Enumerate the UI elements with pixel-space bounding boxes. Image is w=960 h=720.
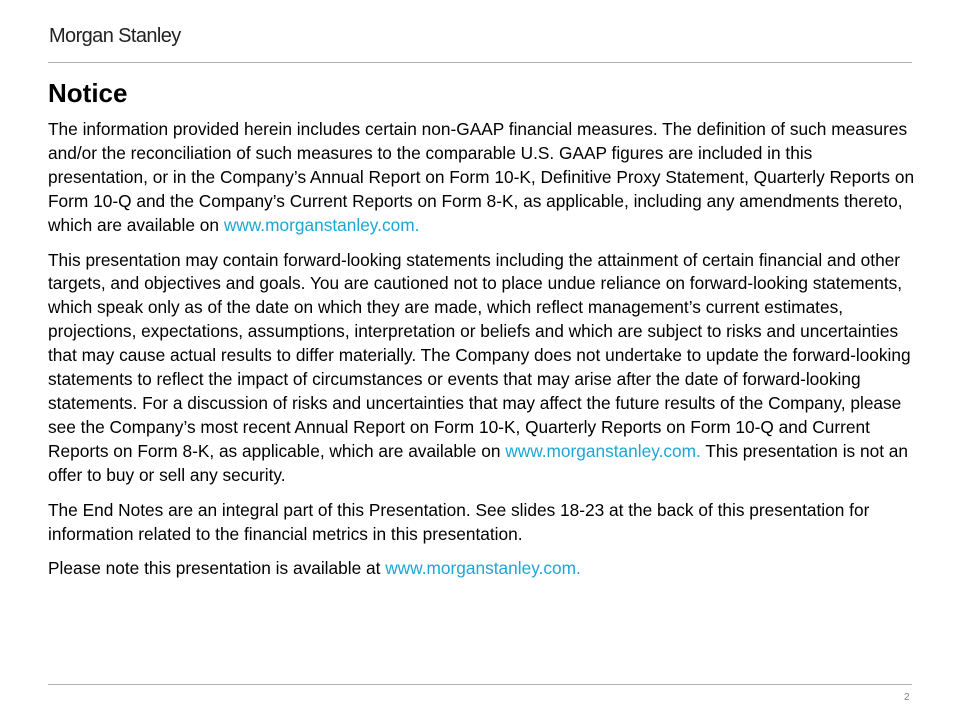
forward-looking-paragraph	[48, 249, 916, 488]
paragraph-text-after: This presentation is not an offer to buy or sell any security.	[48, 440, 909, 485]
paragraph-text: The information provided herein includes certain non-GAAP financial measures. The definition of such measures and/or the reconciliation of such measures to the comparable U.S. GAAP figures are included in this presentation, or in the Company’s Annual Report on Form 10-K, Definitive Proxy Statement, Quarterly Reports on Form 10-Q and the Company’s Current Reports on Form 8-K, as applicable, including any amendments thereto, which are available on	[48, 119, 915, 235]
non-gaap-paragraph	[48, 118, 916, 238]
page-number: 2	[904, 692, 910, 703]
end-notes-paragraph	[48, 499, 916, 547]
header-divider	[48, 62, 912, 63]
paragraph-text: The End Notes are an integral part of this Presentation. See slides 18-23 at the back of this presentation for information related to the financial metrics in this presentation.	[48, 499, 870, 544]
morgan-stanley-logo: Morgan Stanley	[49, 25, 181, 47]
footer-divider	[48, 684, 912, 685]
website-link[interactable]: www.morganstanley.com.	[505, 440, 701, 461]
paragraph-text: This presentation may contain forward-looking statements including the attainment of certain financial and other targets, and objectives and goals. You are cautioned not to place undue reliance on forward-looking statements, which speak only as of the date on which they are made, which reflect management’s current estimates, projections, expectations, assumptions, interpretation or beliefs and which are subject to risks and uncertainties that may cause actual results to differ materially. The Company does not undertake to update the forward-looking statements to reflect the impact of circumstances or events that may arise after the date of forward-looking statements. For a discussion of risks and uncertainties that may affect the future results of the Company, please see the Company’s most recent Annual Report on Form 10-K, Quarterly Reports on Form 10-Q and Current Reports on Form 8-K, as applicable, which are available on	[48, 249, 911, 461]
page-title: Notice	[48, 78, 128, 108]
website-link[interactable]: www.morganstanley.com.	[223, 214, 420, 235]
notice-body	[48, 118, 916, 592]
availability-paragraph	[48, 557, 916, 581]
website-link[interactable]: www.morganstanley.com.	[385, 558, 581, 579]
paragraph-text: Please note this presentation is available at	[48, 558, 386, 579]
